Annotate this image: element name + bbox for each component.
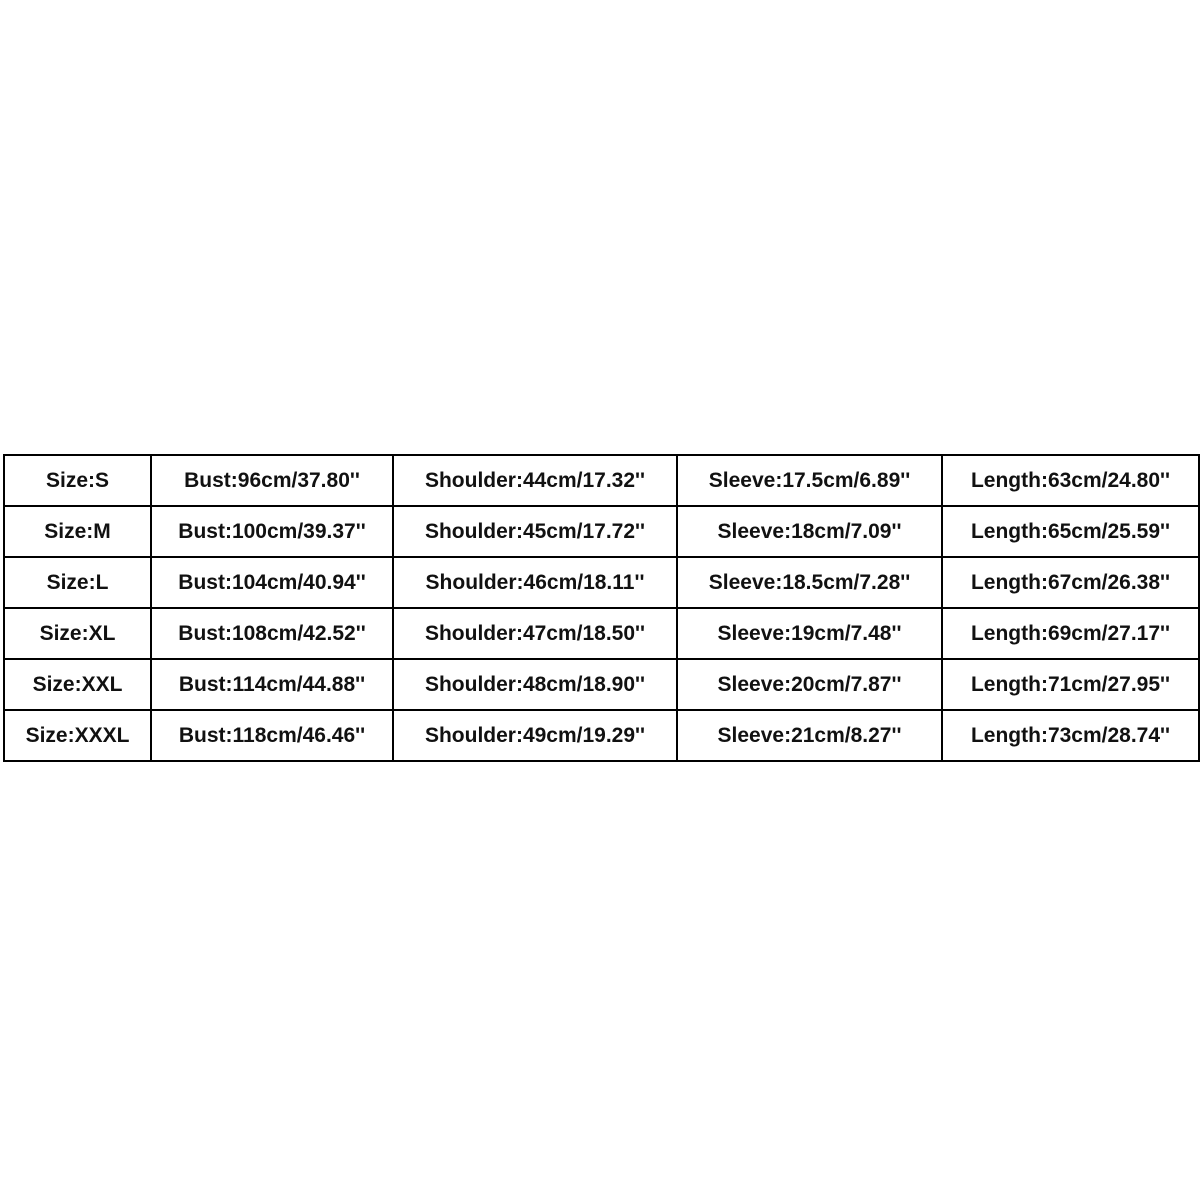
length-cell: Length:63cm/24.80'' xyxy=(942,455,1199,506)
table-row xyxy=(4,557,1199,608)
bust-cell: Bust:100cm/39.37'' xyxy=(151,506,393,557)
table-row xyxy=(4,659,1199,710)
sleeve-cell: Sleeve:19cm/7.48'' xyxy=(677,608,942,659)
shoulder-cell: Shoulder:48cm/18.90'' xyxy=(393,659,677,710)
bust-cell: Bust:114cm/44.88'' xyxy=(151,659,393,710)
shoulder-cell: Shoulder:44cm/17.32'' xyxy=(393,455,677,506)
size-cell: Size:S xyxy=(4,455,151,506)
table-row xyxy=(4,608,1199,659)
table-row xyxy=(4,455,1199,506)
size-cell: Size:XL xyxy=(4,608,151,659)
length-cell: Length:65cm/25.59'' xyxy=(942,506,1199,557)
bust-cell: Bust:118cm/46.46'' xyxy=(151,710,393,761)
size-cell: Size:XXL xyxy=(4,659,151,710)
table-row xyxy=(4,710,1199,761)
length-cell: Length:67cm/26.38'' xyxy=(942,557,1199,608)
sleeve-cell: Sleeve:18cm/7.09'' xyxy=(677,506,942,557)
shoulder-cell: Shoulder:46cm/18.11'' xyxy=(393,557,677,608)
length-cell: Length:73cm/28.74'' xyxy=(942,710,1199,761)
sleeve-cell: Sleeve:17.5cm/6.89'' xyxy=(677,455,942,506)
shoulder-cell: Shoulder:47cm/18.50'' xyxy=(393,608,677,659)
sleeve-cell: Sleeve:20cm/7.87'' xyxy=(677,659,942,710)
sleeve-cell: Sleeve:21cm/8.27'' xyxy=(677,710,942,761)
size-cell: Size:XXXL xyxy=(4,710,151,761)
shoulder-cell: Shoulder:45cm/17.72'' xyxy=(393,506,677,557)
bust-cell: Bust:108cm/42.52'' xyxy=(151,608,393,659)
table-row xyxy=(4,506,1199,557)
shoulder-cell: Shoulder:49cm/19.29'' xyxy=(393,710,677,761)
size-cell: Size:M xyxy=(4,506,151,557)
bust-cell: Bust:96cm/37.80'' xyxy=(151,455,393,506)
length-cell: Length:71cm/27.95'' xyxy=(942,659,1199,710)
sleeve-cell: Sleeve:18.5cm/7.28'' xyxy=(677,557,942,608)
length-cell: Length:69cm/27.17'' xyxy=(942,608,1199,659)
size-cell: Size:L xyxy=(4,557,151,608)
bust-cell: Bust:104cm/40.94'' xyxy=(151,557,393,608)
size-chart-table xyxy=(3,454,1200,762)
